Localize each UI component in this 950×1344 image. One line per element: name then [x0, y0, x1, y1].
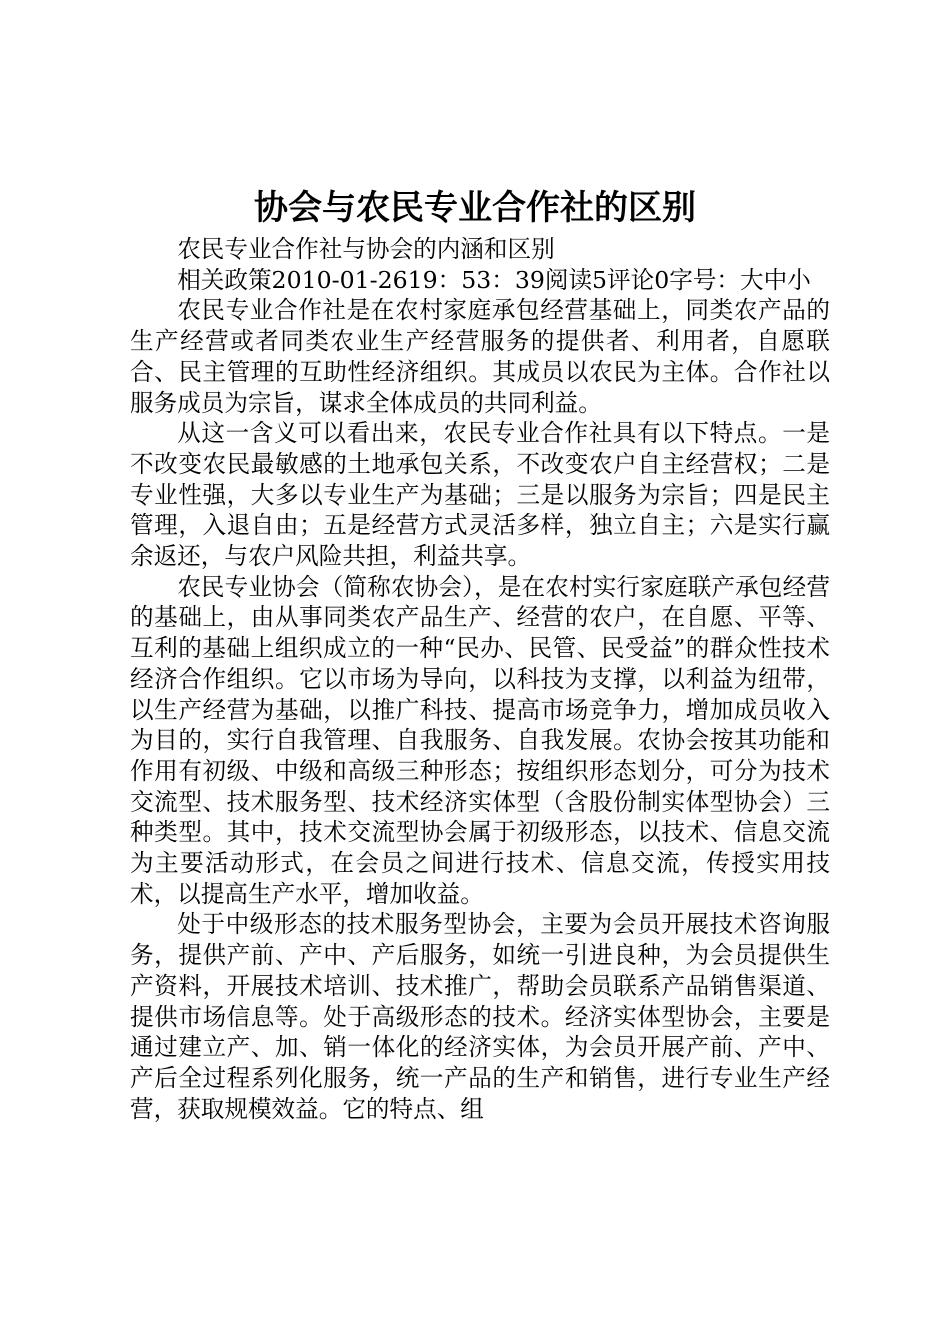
document-meta-line: 相关政策2010-01-2619：53：39阅读5评论0字号：大中小 — [177, 265, 811, 294]
paragraph-service-type: 处于中级形态的技术服务型协会，主要为会员开展技术咨询服务，提供产前、产中、产后服务，如统一引进良种，为会员提供生产资料，开展技术培训、技术推广，帮助会员联系产品销售渠道、提供市场信息等。处于高级形态的技术。经济实体型协会，主要是通过建立产、加、销一体化的经济实体，为会员开展产前、产中、产后全过程系列化服务，统一产品的生产和销售，进行专业生产经营，获取规模效益。它的特点、组 — [130, 910, 830, 1123]
document-body — [130, 234, 830, 1124]
paragraph-characteristics: 从这一含义可以看出来，农民专业合作社具有以下特点。一是不改变农民最敏感的土地承包关系，不改变农户自主经营权；二是专业性强，大多以专业生产为基础；三是以服务为宗旨；四是民主管理，入退自由；五是经营方式灵活多样，独立自主；六是实行赢余返还，与农户风险共担，利益共享。 — [130, 419, 830, 571]
document-subtitle: 农民专业合作社与协会的内涵和区别 — [177, 235, 555, 263]
document-title: 协会与农民专业合作社的区别 — [254, 188, 696, 228]
paragraph-association: 农民专业协会（简称农协会），是在农村实行家庭联产承包经营的基础上，由从事同类农产品生产、经营的农户，在自愿、平等、互利的基础上组织成立的一种“民办、民管、民受益”的群众性技术经济合作组织。它以市场为导向，以科技为支撑，以利益为纽带，以生产经营为基础，以推广科技、提高市场竞争力，增加成员收入为目的，实行自我管理、自我服务、自我发展。农协会按其功能和作用有初级、中级和高级三种形态；按组织形态划分，可分为技术交流型、技术服务型、技术经济实体型（含股份制实体型协会）三种类型。其中，技术交流型协会属于初级形态，以技术、信息交流为主要活动形式，在会员之间进行技术、信息交流，传授实用技术，以提高生产水平，增加收益。 — [130, 572, 830, 908]
paragraph-definition: 农民专业合作社是在农村家庭承包经营基础上，同类农产品的生产经营或者同类农业生产经营服务的提供者、利用者，自愿联合、民主管理的互助性经济组织。其成员以农民为主体。合作社以服务成员为宗旨，谋求全体成员的共同利益。 — [130, 296, 830, 417]
